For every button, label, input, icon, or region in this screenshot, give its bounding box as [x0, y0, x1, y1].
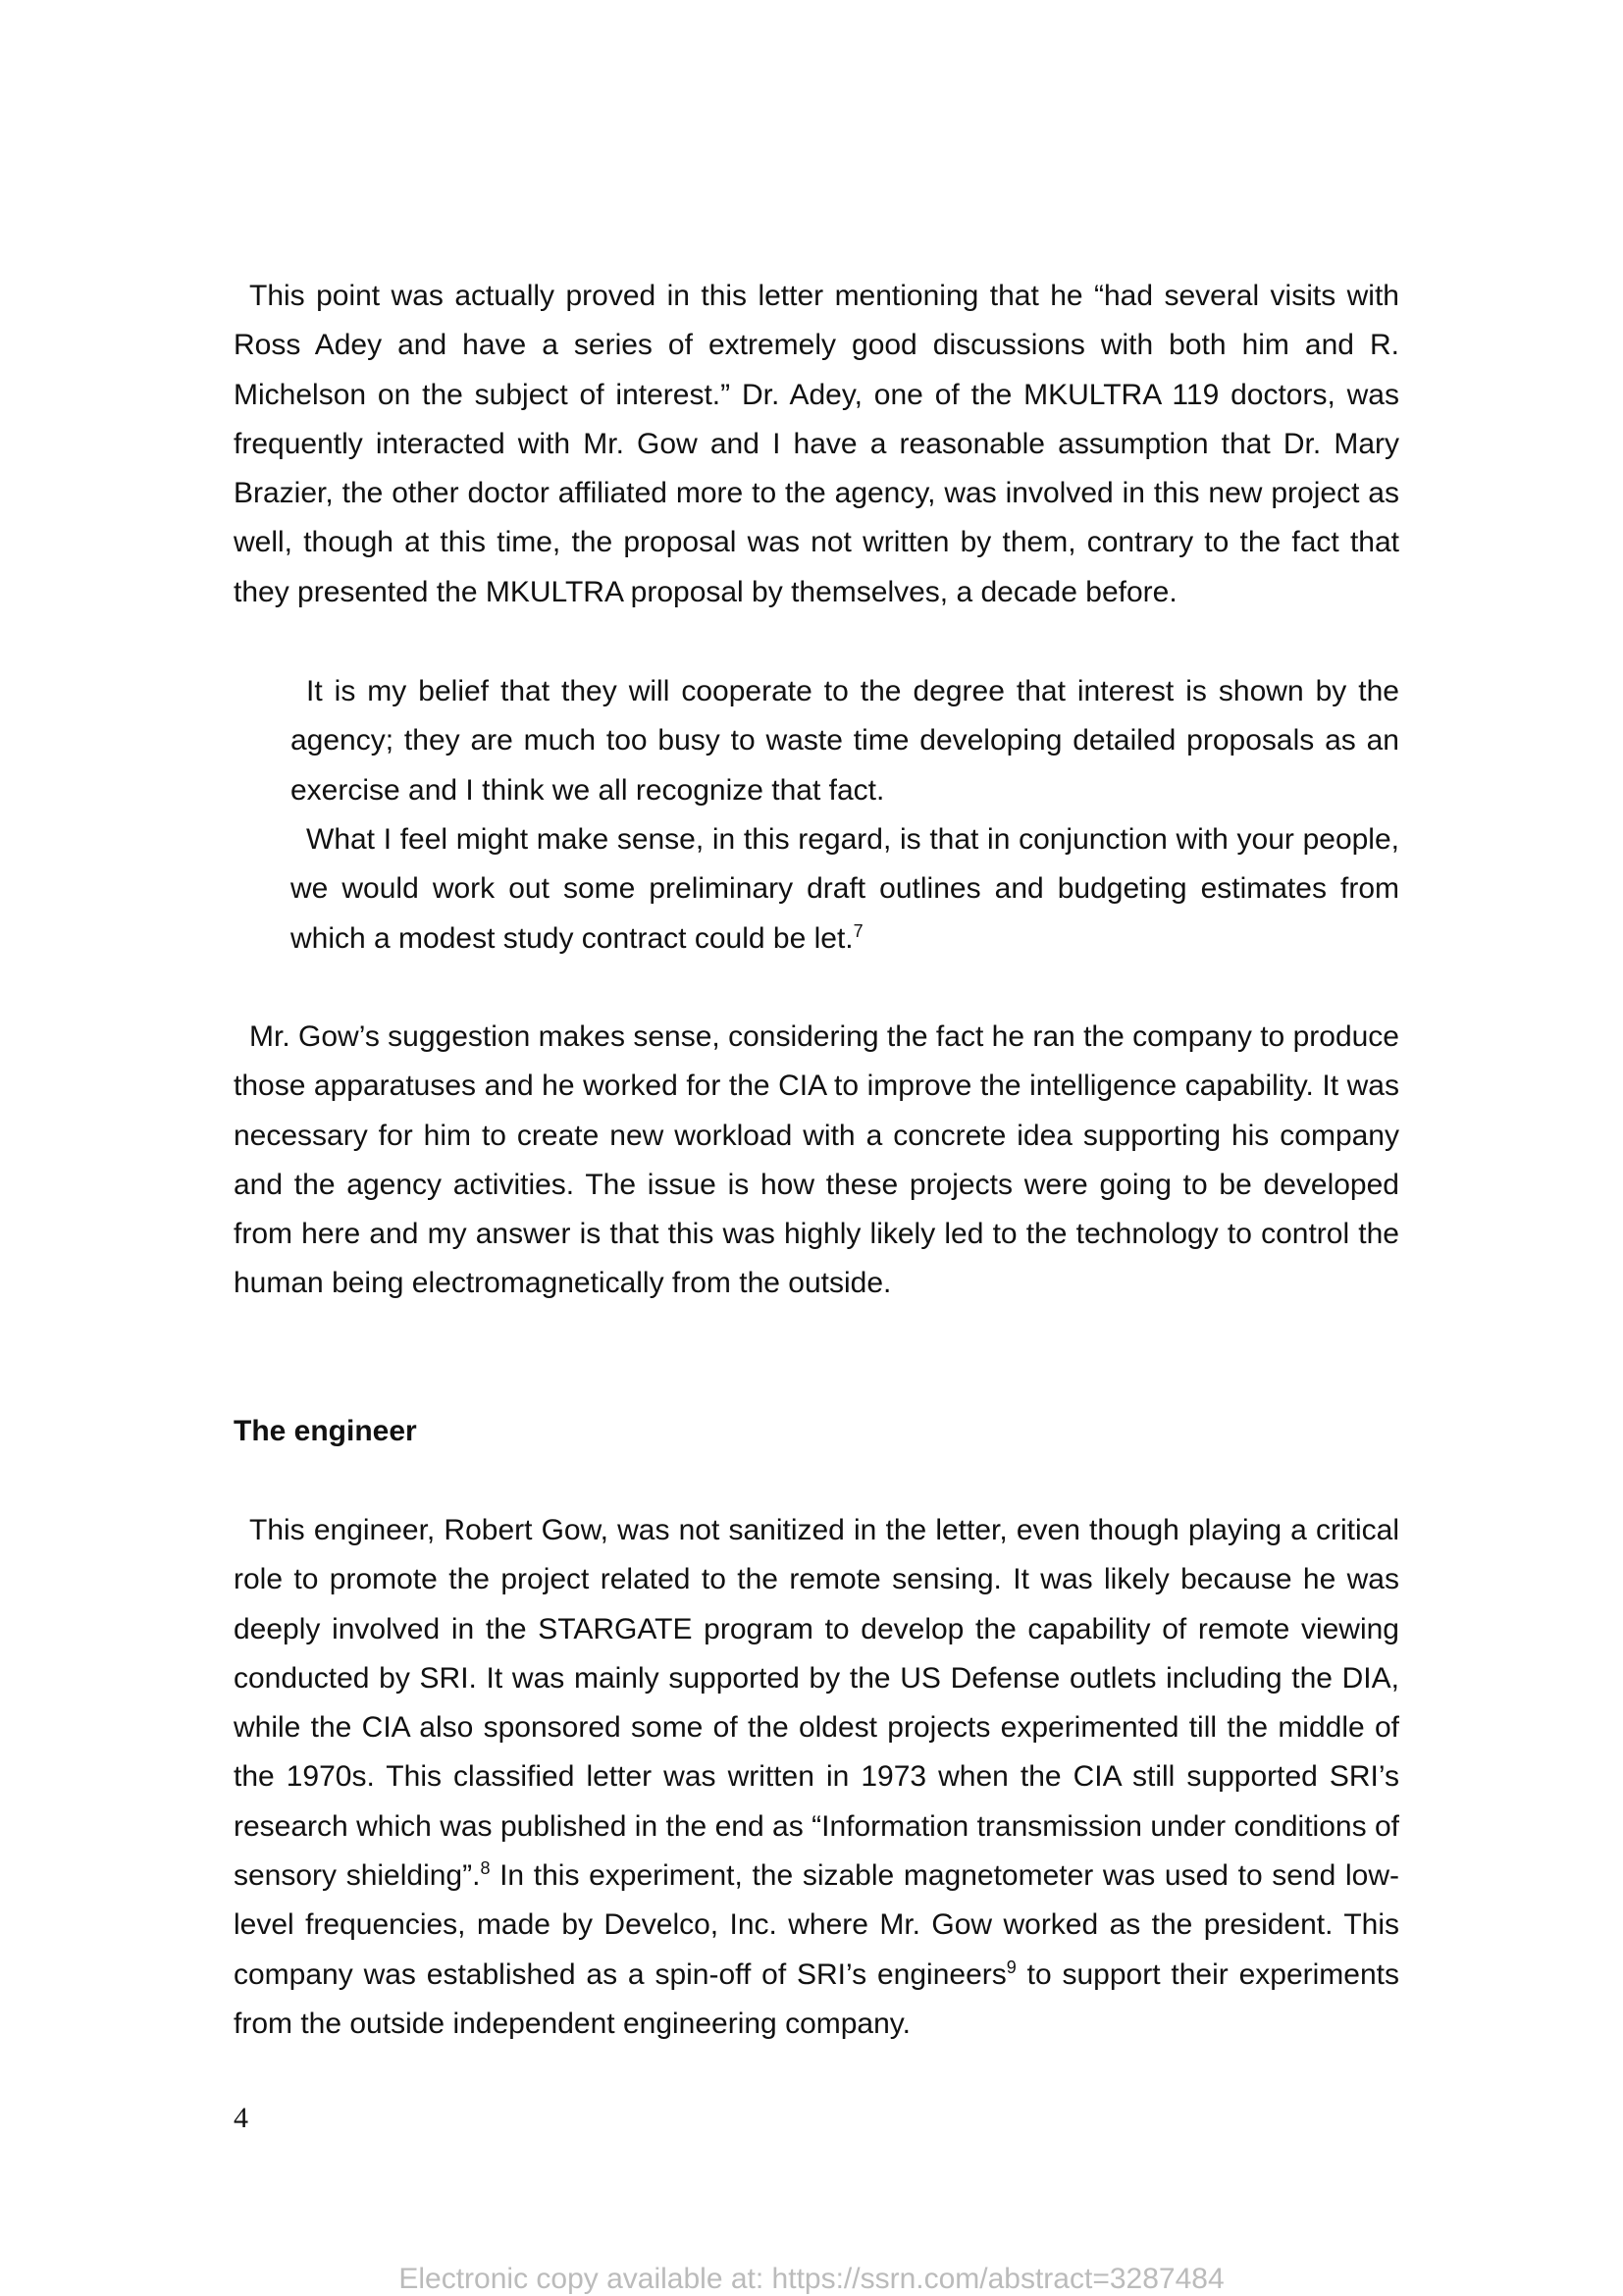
ssrn-footer: Electronic copy available at: https://ssrn.com/abstract=3287484 — [398, 2263, 1225, 2295]
section-heading: The engineer — [234, 1415, 417, 1447]
body-paragraph — [234, 1506, 1399, 2049]
footnote-marker: 8 — [480, 1858, 491, 1879]
block-quote-paragraph — [290, 815, 1399, 964]
quote-text: It is my belief that they will cooperate to the degree that interest is shown by the agency; they are much too busy to waste time developing detailed proposals as an exercise and I think we all recognize that fact. — [290, 675, 1399, 807]
footnote-marker: 7 — [853, 920, 864, 941]
paragraph-text: Mr. Gow’s suggestion makes sense, considering the fact he ran the company to produce those apparatuses and he worked for the CIA to improve the intelligence capability. It was necessary for him to create new workload with a concrete idea supporting his company and the agency activities. The issue is how these projects were going to be developed from here and my answer is that this was highly likely led to the technology to control the human being electromagnetically from the outside. — [234, 1020, 1399, 1300]
paragraph-text: to support their experiments from the outside independent engineering company. — [234, 1957, 1399, 2040]
footnote-marker: 9 — [1006, 1957, 1017, 1977]
paragraph-text: In this experiment, the sizable magnetometer was used to send low-level frequencies, made by Develco, Inc. where Mr. Gow worked as the president. This company was established as a spin-off of SRI’s engineers — [234, 1859, 1399, 1991]
page-number: 4 — [234, 2102, 248, 2134]
paragraph-text: This engineer, Robert Gow, was not sanitized in the letter, even though playing a critical role to promote the project related to the remote sensing. It was likely because he was deeply involved in the STARGATE program to develop the capability of remote viewing conducted by SRI. It was mainly supported by the US Defense outlets including the DIA, while the CIA also sponsored some of the oldest projects experimented till the middle of the 1970s. This classified letter was written in 1973 when the CIA still supported SRI’s research which was published in the end as “Information transmission under conditions of sensory shielding”. — [234, 1514, 1399, 1893]
quote-text: What I feel might make sense, in this regard, is that in conjunction with your people, we would work out some preliminary draft outlines and budgeting estimates from which a modest study contract could be let. — [290, 823, 1399, 955]
block-quote-paragraph — [290, 667, 1399, 815]
body-paragraph — [234, 272, 1399, 617]
paragraph-text: This point was actually proved in this letter mentioning that he “had several visits with Ross Adey and have a series of extremely good discussions with both him and R. Michelson on the subject of interest.” Dr. Adey, one of the MKULTRA 119 doctors, was frequently interacted with Mr. Gow and I have a reasonable assumption that Dr. Mary Brazier, the other doctor affiliated more to the agency, was involved in this new project as well, though at this time, the proposal was not written by them, contrary to the fact that they presented the MKULTRA proposal by themselves, a decade before. — [234, 280, 1399, 608]
body-paragraph — [234, 1013, 1399, 1309]
